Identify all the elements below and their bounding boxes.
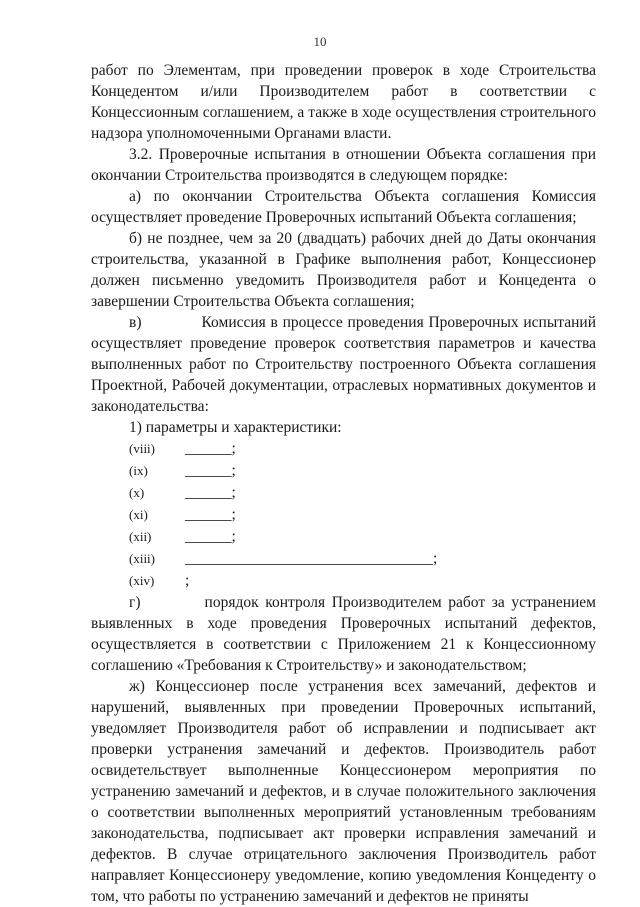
params-item-blank: ______; (185, 462, 236, 479)
params-item-number: (viii) (129, 441, 155, 456)
paragraph-v-text: Комиссия в процессе проведения Проверочных испытаний осуществляет проведение проверок соответствия параметров и качества выполненных работ по Строительству построенного Объекта соглашения Проектной, Рабочей документации, отраслевых нормативных документов и законодательства: (91, 314, 596, 415)
paragraph-zh: ж) Концессионер после устранения всех замечаний, дефектов и нарушений, выявленных при проведении Проверочных испытаний, уведомляет Производителя работ об исправлении и подписывает акт проверки устранения замечаний и дефектов. Производитель работ освидетельствует выполненные Концессионером мероприятия по устранению замечаний и дефектов, и в случае положительного заключения о соответствии выполненных мероприятий установленным требованиям законодательства, подписывает акт проверки исправления замечаний и дефектов. В случае отрицательного заключения Производитель работ направляет Концессионеру уведомление, копию уведомления Концеденту о том, что работы по устранению замечаний и дефектов не приняты (91, 678, 596, 905)
params-item (129, 504, 596, 526)
paragraph-1: работ по Элементам, при проведении проверок в ходе Строительства Концедентом и/или Производителем работ в соответствии с Концессионным соглашением, а также в ходе осуществления строительного надзора уполномоченными Органами власти. (91, 62, 596, 142)
paragraph-g (91, 592, 596, 676)
page-number: 10 (313, 34, 327, 49)
params-item (129, 548, 596, 570)
params-item-blank: ______; (185, 484, 236, 501)
paragraph-g-label: г) (129, 594, 141, 611)
params-item (129, 482, 596, 504)
params-item (129, 438, 596, 460)
params-item-number: (xii) (129, 529, 152, 544)
paragraph-a: а) по окончании Строительства Объекта соглашения Комиссия осуществляет проведение Проверочных испытаний Объекта соглашения; (91, 188, 596, 226)
paragraph-v-label: в) (129, 314, 142, 331)
params-item-number: (ix) (129, 463, 148, 478)
paragraph-g-text: порядок контроля Производителем работ за устранением выявленных в ходе проведения Проверочных испытаний дефектов, осуществляется в соответствии с Приложением 21 к Концессионному соглашению «Требования к Строительству» и законодательством; (91, 594, 596, 674)
paragraph-3-2: 3.2. Проверочные испытания в отношении Объекта соглашения при окончании Строительства производятся в следующем порядке: (91, 146, 596, 184)
params-item (129, 570, 596, 592)
params-item-blank: ________________________________; (185, 550, 438, 567)
params-item-number: (xiv) (129, 573, 155, 588)
params-item-number: (xi) (129, 507, 148, 522)
params-list (129, 438, 596, 592)
params-item-blank: ______; (185, 506, 236, 523)
params-item-blank: ; (185, 572, 190, 589)
params-item (129, 460, 596, 482)
params-item (129, 526, 596, 548)
params-item-blank: ______; (185, 440, 236, 457)
paragraph-v (91, 312, 596, 417)
paragraph-b: б) не позднее, чем за 20 (двадцать) рабочих дней до Даты окончания строительства, указанной в Графике выполнения работ, Концессионер должен письменно уведомить Производителя работ и Концедента о завершении Строительства Объекта соглашения; (91, 230, 596, 310)
params-heading: 1) параметры и характеристики: (129, 419, 342, 436)
params-item-blank: ______; (185, 528, 236, 545)
params-item-number: (xiii) (129, 551, 155, 566)
params-item-number: (x) (129, 485, 145, 500)
document-body (91, 60, 596, 907)
